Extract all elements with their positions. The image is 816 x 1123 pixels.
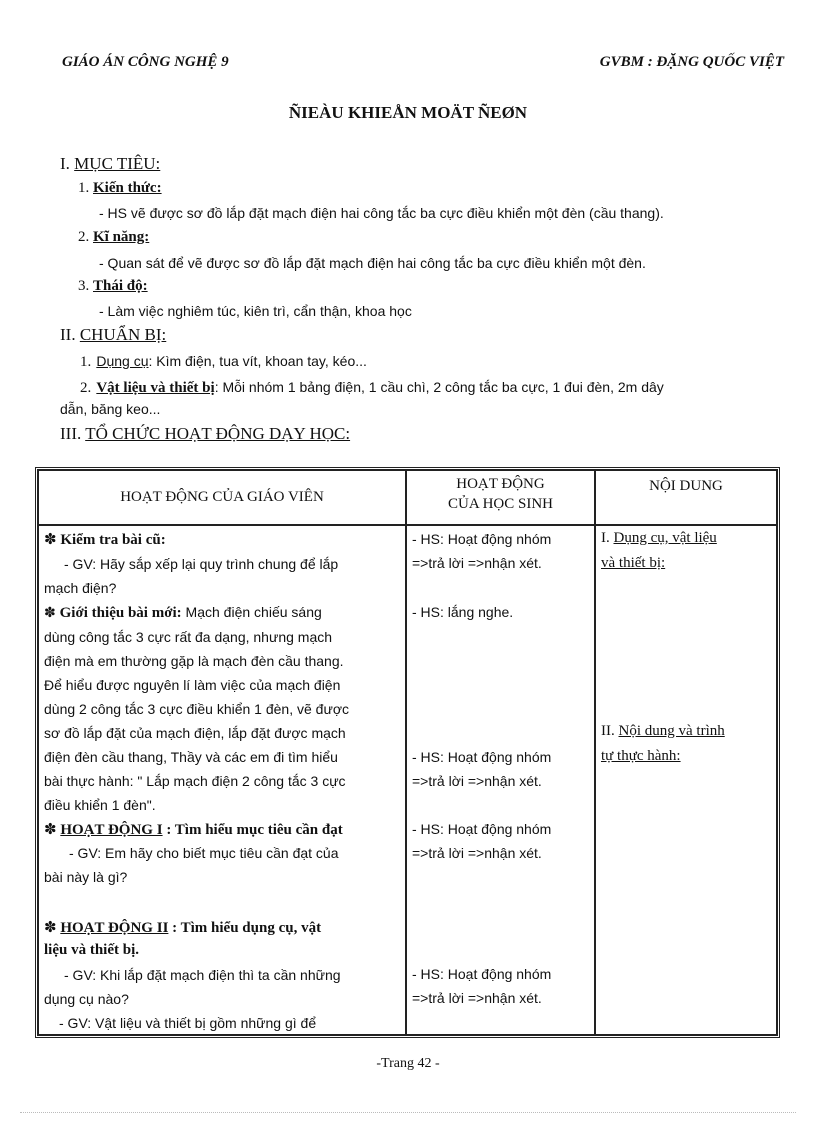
section-3-label: III. <box>60 424 82 443</box>
bullet-icon: ✽ <box>44 604 56 620</box>
section-1-label: I. <box>60 154 70 173</box>
gt-line-8: bài thực hành: " Lắp mạch điện 2 công tắc 3 cực <box>44 773 346 789</box>
teacher-cell <box>38 525 406 1035</box>
bullet-icon: ✽ <box>44 822 57 838</box>
section-3-title: TỔ CHỨC HOẠT ĐỘNG DẠY HỌC: <box>85 424 351 443</box>
prep-1-text: : Kìm điện, tua vít, khoan tay, kéo... <box>148 353 367 369</box>
c1-line-2: và thiết bị: <box>601 555 666 571</box>
hd2-title-line <box>44 918 321 937</box>
c2-line-2: tự thực hành: <box>601 748 681 764</box>
prep-2-text: : Mỗi nhóm 1 bảng điện, 1 cầu chì, 2 công tắc ba cực, 1 đui đèn, 2m dây <box>214 379 664 395</box>
objective-3-text: - Làm việc nghiêm túc, kiên trì, cẩn thận, khoa học <box>99 303 412 319</box>
gt-line-3: điện mà em thường gặp là mạch đèn cầu thang. <box>44 653 344 669</box>
gt-line-6: sơ đồ lắp đặt của mạch điện, lắp đặt được mạch <box>44 725 346 741</box>
objective-2-text: - Quan sát để vẽ được sơ đồ lắp đặt mạch điện hai công tắc ba cực điều khiển một đèn. <box>99 255 646 271</box>
s5-line-2: =>trả lời =>nhận xét. <box>412 990 542 1006</box>
gt-line-9: điều khiển 1 đèn". <box>44 797 156 813</box>
table-header-row <box>38 470 777 525</box>
hd1-line-2: bài này là gì? <box>44 869 128 885</box>
prep-2-label: Vật liệu và thiết bị <box>96 380 215 396</box>
kt-line-1: - GV: Hãy sắp xếp lại quy trình chung để lắp <box>64 556 339 572</box>
objective-2 <box>78 229 149 246</box>
hd1-line-1: - GV: Em hãy cho biết mục tiêu cần đạt của <box>69 845 339 861</box>
gt-line-7: điện đèn cầu thang, Thầy và các em đi tìm hiểu <box>44 749 338 765</box>
section-1-heading <box>60 154 160 174</box>
col-student-header-line1: HOẠT ĐỘNG <box>456 476 545 492</box>
s4-line-1: - HS: Hoạt động nhóm <box>412 821 552 837</box>
kt-title-line <box>44 530 166 549</box>
table-row <box>38 525 777 1035</box>
objective-1 <box>78 180 162 197</box>
hd2-line-3: - GV: Vật liệu và thiết bị gồm những gì để <box>59 1015 317 1031</box>
hd2-line-2: dụng cụ nào? <box>44 991 129 1007</box>
section-2-heading <box>60 325 166 345</box>
page-bottom-rule <box>20 1112 796 1113</box>
c2-line-1 <box>601 723 725 740</box>
bullet-icon: ✽ <box>44 920 57 936</box>
objective-2-num: 2. <box>78 229 90 245</box>
objective-3-num: 3. <box>78 278 90 294</box>
bullet-icon: ✽ <box>44 532 57 548</box>
col-content-header <box>595 470 777 525</box>
gt-title-text: Mạch điện chiếu sáng <box>181 604 322 620</box>
prep-2 <box>80 377 664 397</box>
activity-table <box>35 467 780 1038</box>
c1-line-1 <box>601 530 717 547</box>
s3-line-2: =>trả lời =>nhận xét. <box>412 773 542 789</box>
section-2-title: CHUẨN BỊ: <box>79 325 167 344</box>
c1-num: I. <box>601 530 610 546</box>
section-3-heading <box>60 424 350 444</box>
objective-1-num: 1. <box>78 180 90 196</box>
prep-1 <box>80 351 367 371</box>
content-cell <box>595 525 777 1035</box>
col-student-header-line2: CỦA HỌC SINH <box>447 496 553 512</box>
col-teacher-header: HOẠT ĐỘNG CỦA GIÁO VIÊN <box>38 470 406 525</box>
prep-1-num: 1. <box>80 354 92 370</box>
s3-line-1: - HS: Hoạt động nhóm <box>412 749 552 765</box>
c1-label: Dụng cụ, vật liệu <box>613 530 717 546</box>
objective-1-label: Kiến thức: <box>93 180 162 196</box>
student-cell <box>406 525 595 1035</box>
hd2-text: : Tìm hiểu dụng cụ, vật <box>168 920 322 936</box>
c2-label: Nội dung và trình <box>618 723 725 739</box>
gt-line-4: Để hiểu được nguyên lí làm việc của mạch điện <box>44 677 341 693</box>
col-student-header <box>406 470 595 525</box>
gt-title: Giới thiệu bài mới: <box>59 605 182 621</box>
hd2-title-cont: liệu và thiết bị. <box>44 942 140 958</box>
objective-2-label: Kĩ năng: <box>93 229 150 245</box>
gt-line-5: dùng 2 công tắc 3 cực điều khiển 1 đèn, vẽ được <box>44 701 350 717</box>
page-footer: -Trang 42 - <box>376 1056 440 1071</box>
col-content-header-text: NỘI DUNG <box>649 478 723 494</box>
gt-title-line <box>44 604 322 622</box>
prep-1-label: Dụng cụ <box>96 353 149 369</box>
s4-line-2: =>trả lời =>nhận xét. <box>412 845 542 861</box>
header-right: GVBM : ĐẶNG QUỐC VIỆT <box>599 54 784 70</box>
objective-3 <box>78 278 148 295</box>
s1-line-2: =>trả lời =>nhận xét. <box>412 555 542 571</box>
objective-1-text: - HS vẽ được sơ đồ lắp đặt mạch điện hai công tắc ba cực điều khiển một đèn (cầu thang). <box>99 205 664 221</box>
section-1-title: MỤC TIÊU: <box>74 154 161 173</box>
header-left: GIÁO ÁN CÔNG NGHỆ 9 <box>62 54 229 70</box>
hd2-line-1: - GV: Khi lắp đặt mạch điện thì ta cần những <box>64 967 341 983</box>
section-2-label: II. <box>60 325 76 344</box>
hd1-label: HOẠT ĐỘNG I <box>60 822 163 838</box>
kt-title: Kiểm tra bài cũ: <box>60 532 166 548</box>
prep-2-num: 2. <box>80 380 92 396</box>
kt-line-2: mạch điện? <box>44 580 117 596</box>
s5-line-1: - HS: Hoạt động nhóm <box>412 966 552 982</box>
page-title: ÑIEÀU KHIEÅN MOÄT ÑEØN <box>288 103 528 122</box>
hd1-text: : Tìm hiểu mục tiêu cần đạt <box>162 822 343 838</box>
hd1-title-line <box>44 820 343 839</box>
hd2-label: HOẠT ĐỘNG II <box>60 920 169 936</box>
c2-num: II. <box>601 723 615 739</box>
objective-3-label: Thái độ: <box>93 278 148 294</box>
s2-line-1: - HS: lắng nghe. <box>412 604 514 620</box>
s1-line-1: - HS: Hoạt động nhóm <box>412 531 552 547</box>
gt-line-2: dùng công tắc 3 cực rất đa dạng, nhưng mạch <box>44 629 333 645</box>
prep-2-text-cont: dẫn, băng keo... <box>60 401 161 417</box>
